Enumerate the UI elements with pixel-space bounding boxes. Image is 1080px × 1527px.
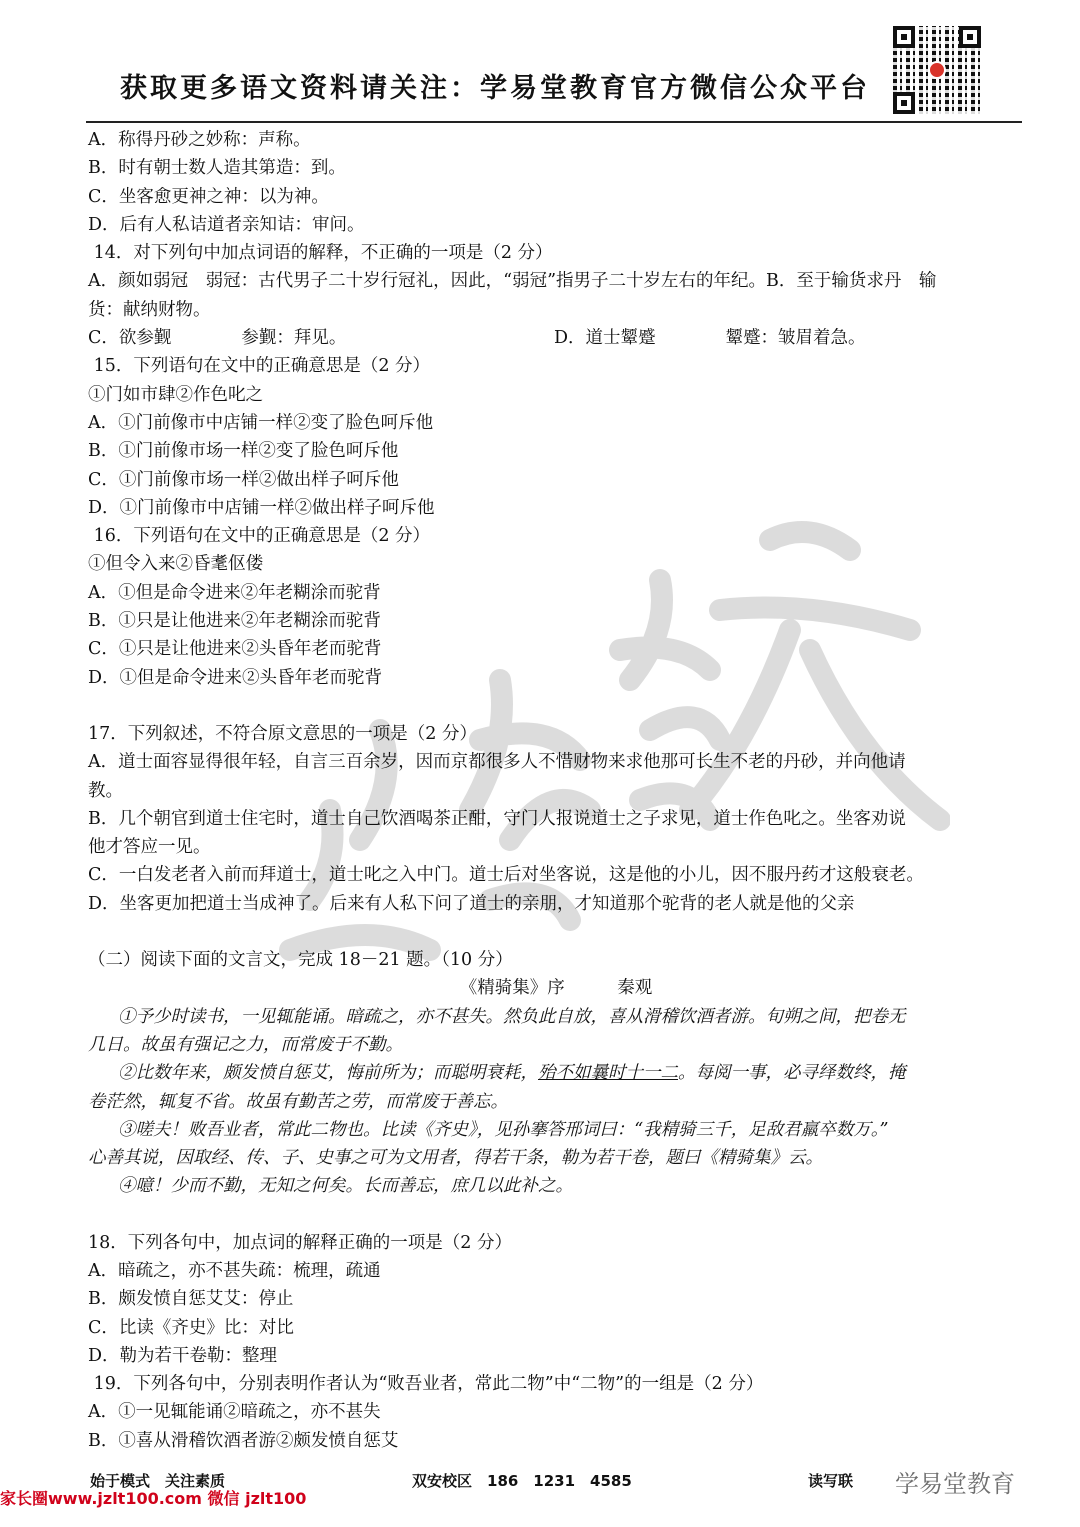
text-line: 货：献纳财物。 — [88, 299, 211, 320]
qr-finder — [893, 92, 915, 114]
document-body — [88, 126, 1024, 1455]
text-line: A．①一见辄能诵②暗疏之，亦不甚失 — [88, 1402, 381, 1423]
text-line: D．①门前像市中店铺一样②做出样子呵斥他 — [88, 497, 435, 518]
text-line: B．颇发愤自惩艾艾：停止 — [88, 1289, 294, 1310]
underlined-phrase: 殆不如曩时十一二 — [538, 1063, 678, 1084]
text-line: B．①只是让他进来②年老糊涂而驼背 — [88, 611, 381, 632]
qr-logo-icon — [928, 61, 946, 79]
footer-slogan: 始于模式 关注素质 — [90, 1472, 226, 1490]
passage-text: 。每阅一事，必寻绎数终，掩 — [678, 1063, 906, 1084]
text-line: ①但令入来②昏耄伛偻 — [88, 554, 263, 575]
qr-finder — [893, 26, 915, 48]
passage-title: 《精骑集》序 秦观 — [459, 978, 653, 999]
text-line: B．①喜从滑稽饮酒者游②颇发愤自惩艾 — [88, 1430, 399, 1451]
text-line: A．①但是命令进来②年老糊涂而驼背 — [88, 582, 381, 603]
passage-line — [88, 1059, 1024, 1087]
footer-right: 读写联 — [808, 1472, 854, 1490]
text-line: B．①门前像市场一样②变了脸色呵斥他 — [88, 441, 399, 462]
options-row — [88, 324, 1024, 352]
question-17-stem: 17．下列叙述，不符合原文意思的一项是（2 分） — [88, 723, 477, 744]
text-line: D．后有人私诘道者亲知诘：审问。 — [88, 214, 365, 235]
text-line: D．①但是命令进来②头昏年老而驼背 — [88, 667, 383, 688]
header-title: 获取更多语文资料请关注：学易堂教育官方微信公众平台 — [120, 73, 870, 104]
text-line: C．①门前像市场一样②做出样子呵斥他 — [88, 469, 399, 490]
text-line: C．欲参觐 参觐：拜见。 — [88, 328, 347, 349]
text-line: D．道士颦蹙 颦蹙：皱眉着急。 — [554, 328, 866, 349]
text-line: A．称得丹砂之妙称：声称。 — [88, 130, 311, 150]
text-line: 他才答应一见。 — [88, 837, 211, 858]
qr-finder — [959, 26, 981, 48]
passage-line: 心善其说，因取经、传、子、史事之可为文用者，得若干条，勒为若干卷，题曰《精骑集》云。 — [88, 1148, 823, 1169]
question-16-stem: 16．下列语句在文中的正确意思是（2 分） — [88, 526, 431, 547]
text-line: D．勒为若干卷勒：整理 — [88, 1345, 278, 1366]
passage-line: ③嗟夫！败吾业者，常此二物也。比读《齐史》，见孙搴答邢词曰：“我精骑三千，足敌君羸卒数万。” — [118, 1119, 889, 1140]
text-line: C．比读《齐史》比：对比 — [88, 1317, 294, 1338]
question-15-stem: 15．下列语句在文中的正确意思是（2 分） — [88, 356, 431, 377]
text-line: A．①门前像市中店铺一样②变了脸色呵斥他 — [88, 412, 434, 433]
passage-line: 卷茫然，辄复不省。故虽有勤苦之劳，而常废于善忘。 — [88, 1091, 508, 1112]
question-14-stem: 14．对下列句中加点词语的解释，不正确的一项是（2 分） — [88, 243, 553, 264]
footer-brand-watermark: 学易堂教育 — [895, 1470, 1015, 1498]
text-line: D．坐客更加把道士当成神了。后来有人私下问了道士的亲朋，才知道那个驼背的老人就是他的父亲 — [88, 893, 855, 914]
text-line: B．时有朝士数人造其第造：到。 — [88, 158, 346, 179]
question-18-stem: 18．下列各句中，加点词的解释正确的一项是（2 分） — [88, 1232, 512, 1253]
section-heading: （二）阅读下面的文言文，完成 18－21 题。（10 分） — [88, 950, 513, 971]
passage-line: ④噫！少而不勤，无知之何矣。长而善忘，庶几以此补之。 — [118, 1176, 573, 1197]
header-divider — [86, 121, 1022, 123]
question-19-stem: 19．下列各句中，分别表明作者认为“败吾业者，常此二物”中“二物”的一组是（2 分） — [88, 1374, 764, 1395]
text-line: C．坐客愈更神之神：以为神。 — [88, 186, 329, 207]
qr-code — [893, 26, 981, 114]
text-line: A．暗疏之，亦不甚失疏：梳理，疏通 — [88, 1260, 381, 1281]
text-line: B．几个朝官到道士住宅时，道士自己饮酒喝茶正酣，守门人报说道士之子求见，道士作色叱之。坐客劝说 — [88, 808, 906, 829]
text-line: C．①只是让他进来②头昏年老而驼背 — [88, 639, 382, 660]
passage-line: ①予少时读书，一见辄能诵。暗疏之，亦不甚失。然负此自放，喜从滑稽饮酒者游。旬朔之间，把卷无 — [118, 1006, 906, 1027]
text-line: ①门如市肆②作色叱之 — [88, 384, 263, 405]
text-line: C．一白发老者入前而拜道士，道士叱之入中门。道士后对坐客说，这是他的小儿，因不服丹药才这般衰老。 — [88, 865, 924, 886]
text-line: A．道士面容显得很年轻，自言三百余岁，因而京都很多人不惜财物来求他那可长生不老的丹砂，并向他请 — [88, 752, 906, 773]
page-footer — [0, 1466, 1080, 1526]
text-line: 教。 — [88, 780, 123, 801]
passage-text: ②比数年来，颇发愤自惩艾，悔前所为；而聪明衰耗， — [118, 1063, 538, 1084]
passage-line: 几日。故虽有强记之力，而常废于不勤。 — [88, 1034, 403, 1055]
text-line: A．颜如弱冠 弱冠：古代男子二十岁行冠礼，因此，“弱冠”指男子二十岁左右的年纪。B．至于输货求丹 输 — [88, 271, 937, 292]
footer-contact: 双安校区 186 1231 4585 — [412, 1472, 632, 1490]
footer-site-link[interactable]: 家长圈www.jzlt100.com 微信 jzlt100 — [0, 1489, 307, 1508]
